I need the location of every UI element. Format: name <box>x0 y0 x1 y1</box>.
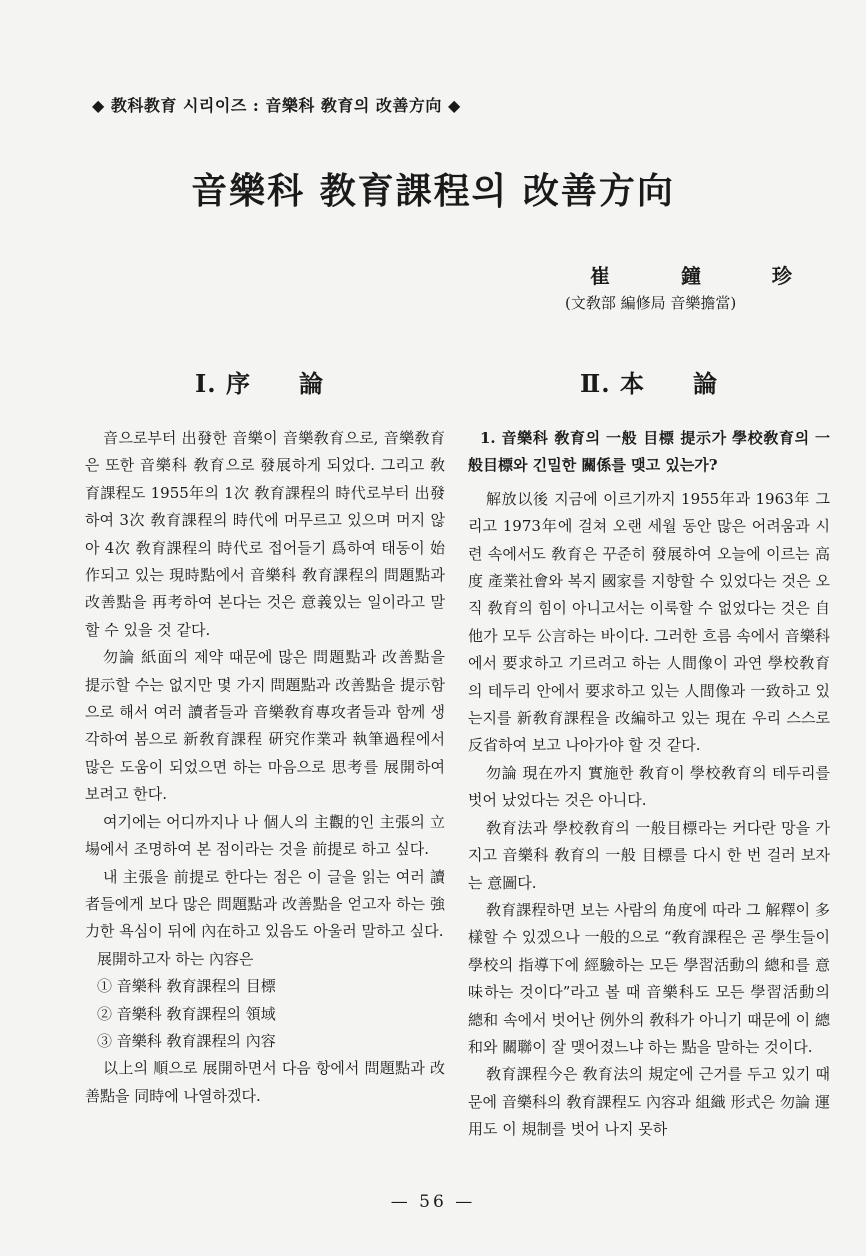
paragraph: 敎育課程今은 敎育法의 規定에 근거를 두고 있기 때문에 音樂科의 敎育課程도 內容과 組織 形式은 勿論 運用도 이 規制를 벗어 나지 못하 <box>468 1065 830 1139</box>
paragraph: 解放以後 지금에 이르기까지 1955年과 1963年 그리고 1973年에 걸쳐 오랜 세월 동안 많은 어려움과 시련 속에서도 敎育은 꾸준히 發展하여 오늘에 이르는 高度 產業社會와 복지 國家를 지향할 수 있었다는 것은 오직 敎育의 힘이 아니고서는 이룩할 수 없었다는 것은 自他가 모두 公言하는 바이다. 그러한 흐름 속에서 音樂科에서 要求하고 기르려고 하는 人間像이 과연 學校敎育의 테두리 안에서 要求하고 있는 人間像과 一致하고 있는지를 新敎育課程을 改編하고 있는 現在 우리 스스로 反省하여 보고 나아가야 할 것 같다. <box>468 489 830 755</box>
section-heading-main <box>580 364 718 399</box>
list-item: ② 音樂科 敎育課程의 領域 <box>97 1004 276 1023</box>
page-number: — 56 — <box>390 1192 476 1212</box>
section-number: Ⅰ. 序 <box>195 369 251 398</box>
paragraph: 勿論 紙面의 제약 때문에 많은 問題點과 改善點을 提示할 수는 없지만 몇 가지 問題點과 改善點을 提示함으로 해서 여러 讀者들과 音樂敎育專攻者들과 함께 생각하여 봄으로 新敎育課程 硏究作業과 執筆過程에서 많은 도움이 되었으면 하는 마음으로 思考를 展開하여 보려고 한다. <box>85 648 445 804</box>
paragraph: 내 主張을 前提로 한다는 점은 이 글을 읽는 여러 讀者들에게 보다 많은 問題點과 改善點을 얻고자 하는 強力한 욕심이 뒤에 內在하고 있음도 아울러 말하고 싶다. <box>85 867 445 941</box>
section-number: Ⅱ. 本 <box>580 369 645 398</box>
left-column <box>85 425 445 1110</box>
series-heading: ◆ 教科教育 시리이즈 : 音樂科 敎育의 改善方向 ◆ <box>92 96 461 115</box>
section-word: 論 <box>298 369 324 398</box>
paragraph: 以上의 順으로 展開하면서 다음 항에서 問題點과 改善點을 同時에 나열하겠다. <box>85 1059 445 1105</box>
author-affiliation: (文敎部 編修局 音樂擔當) <box>565 294 737 312</box>
author-name: 崔 鐘 珍 <box>590 264 824 288</box>
section-word: 論 <box>692 369 718 398</box>
list-item: ③ 音樂科 敎育課程의 內容 <box>97 1031 276 1050</box>
paragraph: 敎育課程하면 보는 사람의 角度에 따라 그 解釋이 多樣할 수 있겠으나 一般的으로 “敎育課程은 곧 學生들이 學校의 指導下에 經驗하는 모든 學習活動의 總和를 意味하는 것이다”라고 볼 때 音樂科도 모든 學習活動의 總和 속에서 벗어난 例外의 敎科가 아니기 때문에 이 總和와 關聯이 잘 맺어졌느냐 하는 點을 말하는 것이다. <box>468 900 830 1056</box>
paragraph: 勿論 現在까지 實施한 敎育이 學校敎育의 테두리를 벗어 났었다는 것은 아니다. <box>468 763 830 810</box>
paragraph: 여기에는 어디까지나 나 個人의 主觀的인 主張의 立場에서 조명하여 본 점이라는 것을 前提로 하고 싶다. <box>85 812 445 859</box>
article-title: 音樂科 教育課程의 改善方向 <box>191 170 675 212</box>
content-list <box>85 973 445 1055</box>
paragraph: 音으로부터 出發한 音樂이 音樂敎育으로, 音樂敎育은 또한 音樂科 敎育으로 發展하게 되었다. 그리고 敎育課程도 1955年의 1次 敎育課程의 時代로부터 出發하여 3次 敎育課程의 時代에 머무르고 있으며 머지 않아 4次 敎育課程의 時代로 접어들기 爲하여 태동이 始作되고 있는 現時點에서 音樂科 敎育課程의 問題點과 改善點을 再考하여 본다는 것은 意義있는 일이라고 말할 수 있을 것 같다. <box>85 429 445 639</box>
list-intro: 展開하고자 하는 內容은 <box>97 949 254 968</box>
paragraph: 敎育法과 學校敎育의 一般目標라는 커다란 망을 가지고 音樂科 敎育의 一般 目標를 다시 한 번 걸러 보자는 意圖다. <box>468 818 830 892</box>
list-item: ① 音樂科 敎育課程의 目標 <box>97 977 276 996</box>
section-heading-introduction <box>195 364 324 399</box>
subsection-question: 1. 音樂科 敎育의 一般 目標 提示가 學校敎育의 一般目標와 긴밀한 關係를 맺고 있는가? <box>468 429 830 475</box>
right-column <box>468 425 830 1144</box>
